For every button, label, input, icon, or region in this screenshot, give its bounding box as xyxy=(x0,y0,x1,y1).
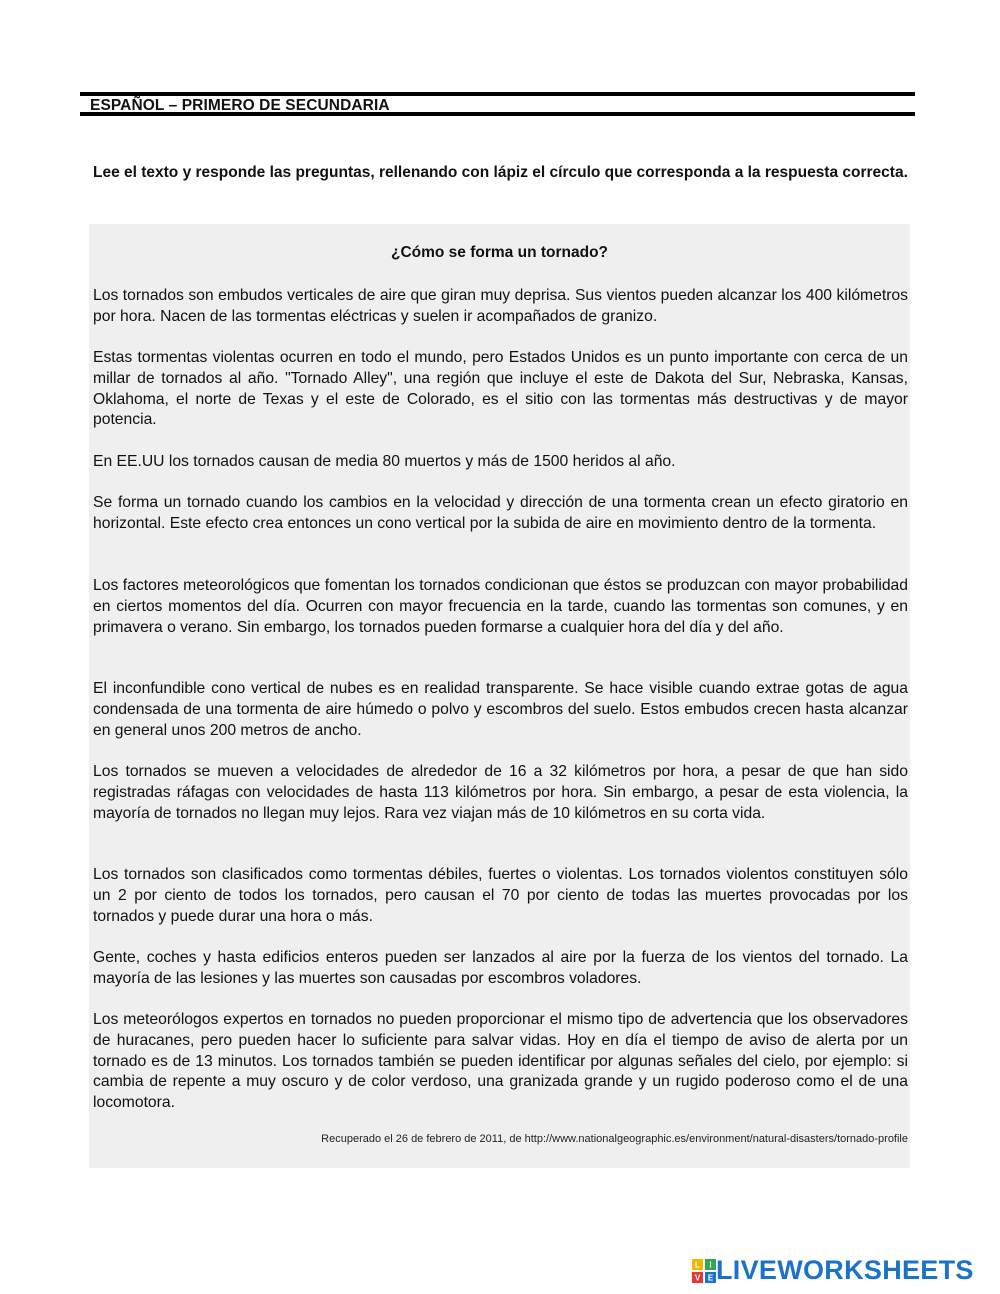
paragraph: Los tornados son embudos verticales de aire que giran muy deprisa. Sus vientos pueden alcanzar los 400 kilómetros por hora. Nacen de las tormentas eléctricas y suelen ir acompañados de granizo. xyxy=(93,287,908,325)
svg-text:E: E xyxy=(707,1273,714,1283)
paragraph: El inconfundible cono vertical de nubes es en realidad transparente. Se hace visible cuando extrae gotas de agua condensada de una tormenta de aire húmedo o polvo y escombros del suelo. Estos embudos crecen hasta alcanzar en general unos 200 metros de ancho. xyxy=(93,680,908,739)
paragraph: Los meteorólogos expertos en tornados no pueden proporcionar el mismo tipo de advertencia que los observadores de huracanes, pero pueden hacer lo suficiente para salvar vidas. Hoy en día el tiempo de aviso de alerta por un tornado es de 13 minutos. Los tornados también se pueden identificar por algunas señales del cielo, por ejemplo: si cambia de repente a muy oscuro y de color verdoso, una granizada grande y un rugido poderoso como el de una locomotora. xyxy=(93,1011,908,1112)
instructions: Lee el texto y responde las preguntas, rellenando con lápiz el círculo que corresponda a la respuesta correcta. xyxy=(93,164,908,181)
reading-title: ¿Cómo se forma un tornado? xyxy=(391,244,608,261)
liveworksheets-logo[interactable] xyxy=(692,1255,992,1285)
logo-squares-icon xyxy=(692,1259,716,1283)
paragraph: Se forma un tornado cuando los cambios en la velocidad y dirección de una tormenta crean un efecto giratorio en horizontal. Este efecto crea entonces un cono vertical por la subida de aire en movimiento dentro de la tormenta. xyxy=(93,494,908,532)
paragraph: Los factores meteorológicos que fomentan los tornados condicionan que éstos se produzcan con mayor probabilidad en ciertos momentos del día. Ocurren con mayor frecuencia en la tarde, cuando las tormentas son comunes, y en primavera o verano. Sin embargo, los tornados pueden formarse a cualquier hora del día y del año. xyxy=(93,577,908,636)
logo-text: LIVEWORKSHEETS xyxy=(716,1255,974,1285)
svg-text:I: I xyxy=(709,1260,712,1270)
source-citation: Recuperado el 26 de febrero de 2011, de http://www.nationalgeographic.es/environment/natural-disasters/tornado-profile xyxy=(321,1133,908,1145)
paragraph: Los tornados se mueven a velocidades de alrededor de 16 a 32 kilómetros por hora, a pesar de que han sido registradas ráfagas con velocidades de hasta 113 kilómetros por hora. Sin embargo, a pesar de esta violencia, la mayoría de tornados no llegan muy lejos. Rara vez viajan más de 10 kilómetros en su corta vida. xyxy=(93,763,908,822)
svg-text:V: V xyxy=(694,1273,701,1283)
paragraph: En EE.UU los tornados causan de media 80 muertos y más de 1500 heridos al año. xyxy=(93,453,676,470)
paragraph: Gente, coches y hasta edificios enteros pueden ser lanzados al aire por la fuerza de los vientos del tornado. La mayoría de las lesiones y las muertes son causadas por escombros voladores. xyxy=(93,949,908,987)
page-header-title: ESPAÑOL – PRIMERO DE SECUNDARIA xyxy=(90,97,390,114)
svg-text:L: L xyxy=(695,1260,700,1270)
paragraph: Estas tormentas violentas ocurren en todo el mundo, pero Estados Unidos es un punto importante con cerca de un millar de tornados al año. "Tornado Alley", una región que incluye el este de Dakota del Sur, Nebraska, Kansas, Oklahoma, el norte de Texas y el este de Colorado, es el sitio con las tormentas más destructivas y de mayor potencia. xyxy=(93,349,908,429)
paragraph: Los tornados son clasificados como tormentas débiles, fuertes o violentas. Los tornados violentos constituyen sólo un 2 por ciento de todos los tornados, pero causan el 70 por ciento de todas las muertes provocadas por los tornados y puede durar una hora o más. xyxy=(93,866,908,925)
